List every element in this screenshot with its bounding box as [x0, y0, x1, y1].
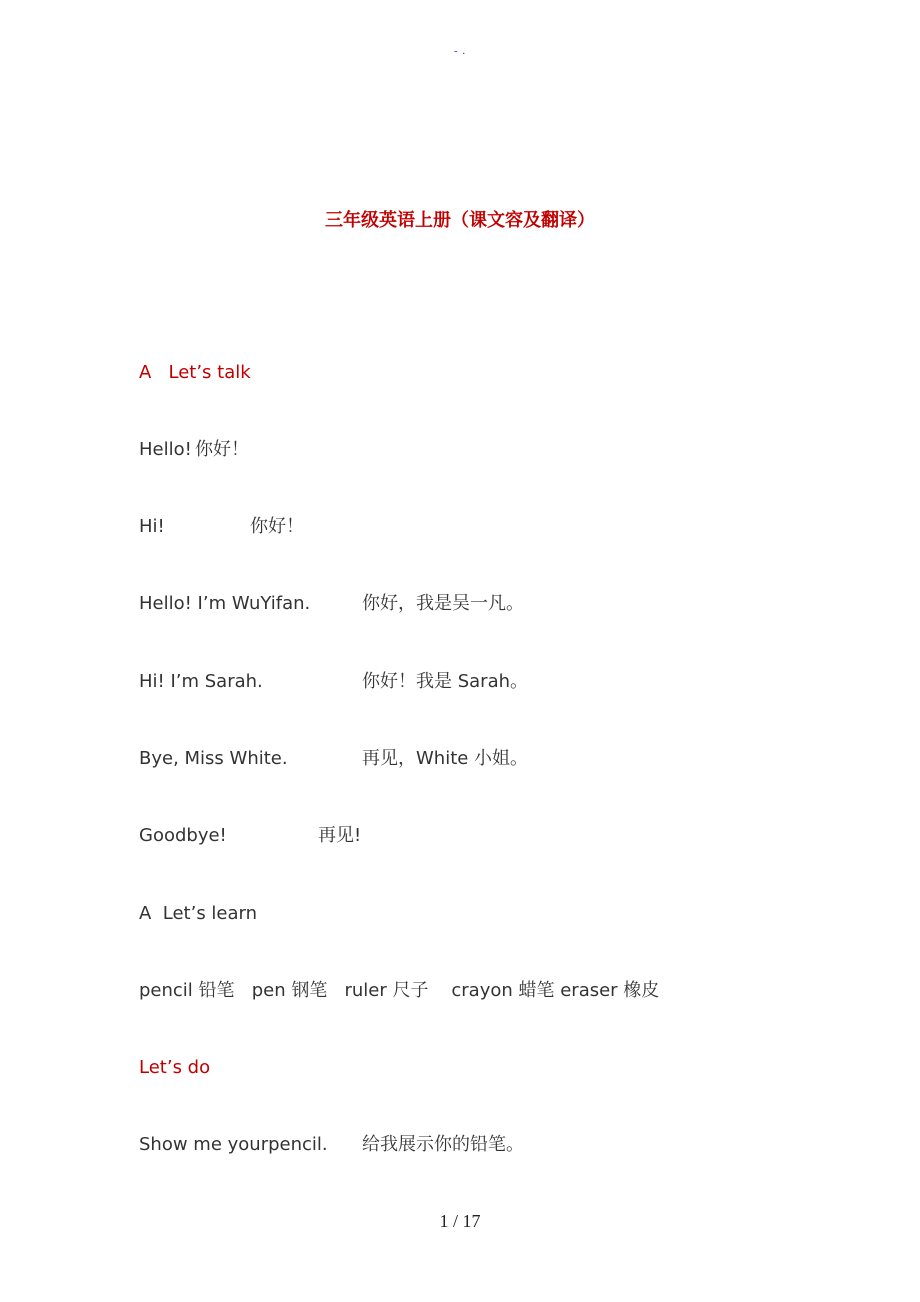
- chinese-translation: 给我展示你的铅笔。: [362, 1134, 524, 1155]
- header-mark: - .: [454, 45, 467, 57]
- chinese-translation: 你好！: [195, 439, 249, 460]
- vocabulary-list: pencil 铅笔 pen 钢笔 ruler 尺子 crayon 蜡笔 eraser 橡皮: [139, 980, 660, 1001]
- dialogue-line: [139, 593, 524, 659]
- chinese-translation: 你好！: [250, 516, 304, 537]
- dialogue-line: [139, 748, 529, 814]
- section-heading-lets-learn: A Let’s learn: [139, 903, 258, 924]
- english-text: Goodbye!: [139, 825, 227, 846]
- chinese-translation: 你好！我是 Sarah。: [362, 671, 529, 692]
- section-heading-lets-talk: A Let’s talk: [139, 362, 251, 383]
- dialogue-line: [139, 439, 249, 505]
- dialogue-line: [139, 1134, 524, 1200]
- english-text: Hello!: [139, 439, 192, 460]
- section-heading-lets-do: Let’s do: [139, 1057, 211, 1078]
- english-text: Hi!: [139, 516, 165, 537]
- dialogue-line: [139, 671, 529, 737]
- chinese-translation: 再见，White 小姐。: [362, 748, 529, 769]
- english-text: Show me yourpencil.: [139, 1134, 328, 1155]
- document-title: 三年级英语上册（课文容及翻译）: [325, 210, 595, 231]
- english-text: Hello! I’m WuYifan.: [139, 593, 311, 614]
- dialogue-line: [139, 516, 304, 582]
- chinese-translation: 你好，我是吴一凡。: [362, 593, 524, 614]
- page-number: 1 / 17: [439, 1211, 481, 1231]
- dialogue-line: [139, 825, 362, 891]
- chinese-translation: 再见!: [318, 825, 362, 846]
- english-text: Bye, Miss White.: [139, 748, 288, 769]
- english-text: Hi! I’m Sarah.: [139, 671, 263, 692]
